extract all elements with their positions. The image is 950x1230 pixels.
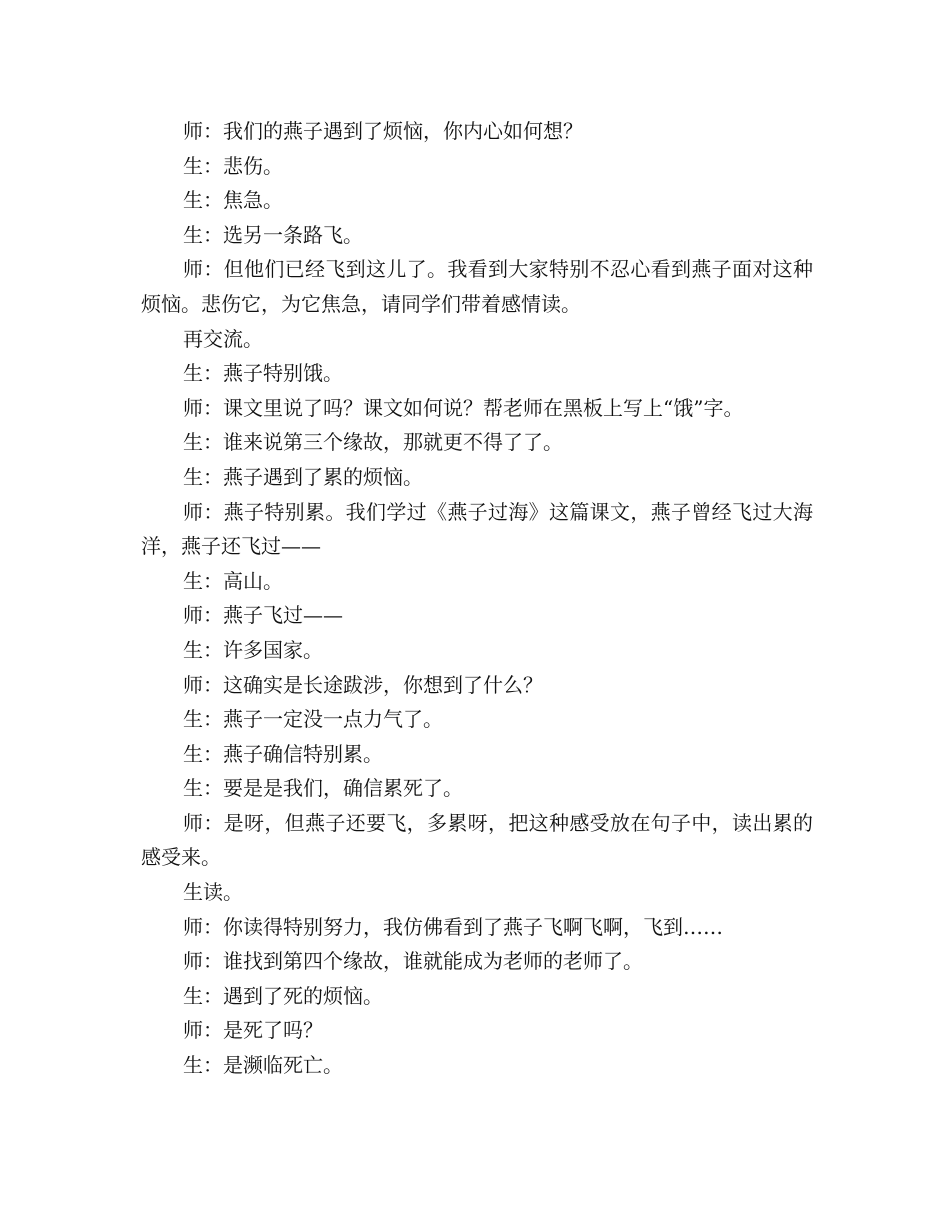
paragraph: 生：悲伤。 [183,153,283,178]
document-body [141,114,813,1083]
paragraph: 生：焦急。 [183,188,283,213]
paragraph: 生：谁来说第三个缘故，那就更不得了了。 [183,430,563,455]
paragraph: 生：遇到了死的烦恼。 [183,983,383,1008]
paragraph: 生：许多国家。 [183,637,323,662]
paragraph: 师：是呀，但燕子还要飞，多累呀，把这种感受放在句子中，读出累的感受来。 [141,810,813,870]
paragraph: 师：课文里说了吗？课文如何说？帮老师在黑板上写上“饿”字。 [183,395,744,420]
paragraph: 师：这确实是长途跋涉，你想到了什么？ [183,672,543,697]
paragraph: 生：燕子确信特别累。 [183,741,383,766]
paragraph: 师：是死了吗？ [183,1018,323,1043]
paragraph: 再交流。 [183,326,263,351]
paragraph: 生：选另一条路飞。 [183,222,363,247]
paragraph: 生：燕子一定没一点力气了。 [183,707,443,732]
paragraph: 生读。 [183,880,243,905]
paragraph: 师：你读得特别努力，我仿佛看到了燕子飞啊飞啊，飞到…… [183,914,723,939]
paragraph: 生：要是是我们，确信累死了。 [183,776,463,801]
paragraph: 师：但他们已经飞到这儿了。我看到大家特别不忍心看到燕子面对这种烦恼。悲伤它，为它焦急，请同学们带着感情读。 [141,257,813,316]
paragraph: 师：我们的燕子遇到了烦恼，你内心如何想？ [183,119,583,143]
paragraph: 生：高山。 [183,568,283,593]
paragraph: 师：谁找到第四个缘故，谁就能成为老师的老师了。 [183,949,643,974]
paragraph: 师：燕子飞过—— [183,603,343,628]
paragraph: 师：燕子特别累。我们学过《燕子过海》这篇课文，燕子曾经飞过大海洋，燕子还飞过—— [141,499,813,559]
paragraph: 生：燕子特别饿。 [183,361,343,386]
paragraph: 生：燕子遇到了累的烦恼。 [183,464,423,489]
paragraph: 生：是濒临死亡。 [183,1053,343,1078]
